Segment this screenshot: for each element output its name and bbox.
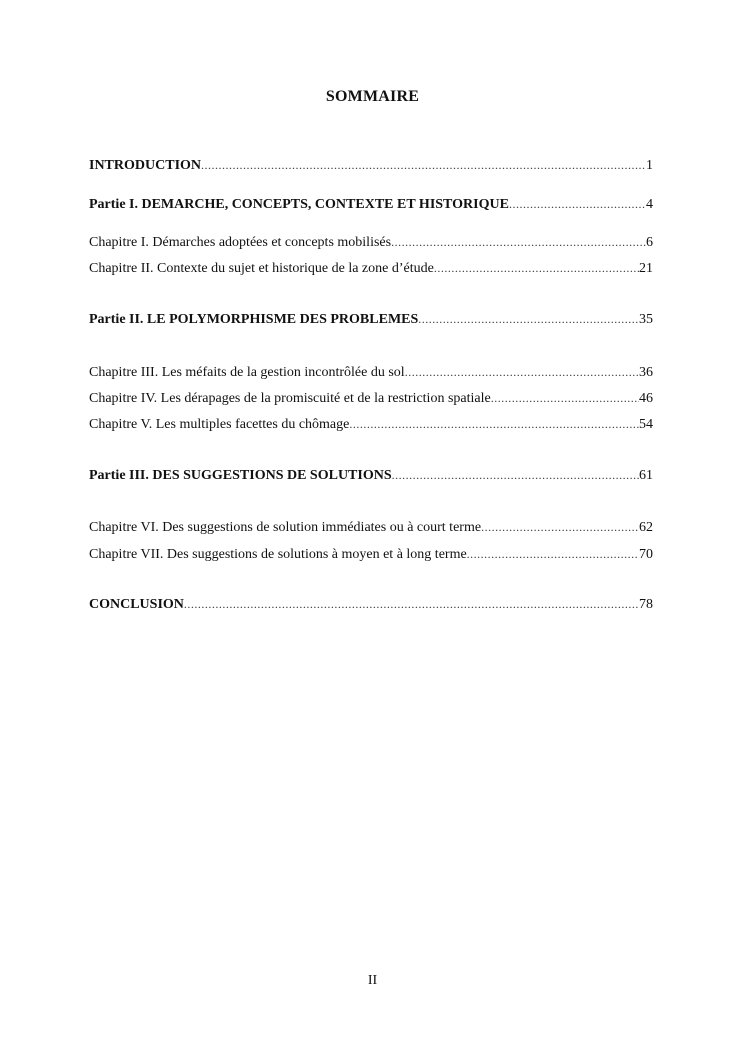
toc-entry-chapitre-6[interactable]: [89, 520, 653, 536]
toc-entry-page: 61: [639, 468, 653, 483]
toc-dot-leader: [509, 197, 646, 212]
toc-entry-label: Chapitre III. Les méfaits de la gestion incontrôlée du sol: [89, 365, 405, 380]
toc-entry-label: Partie I. DEMARCHE, CONCEPTS, CONTEXTE ET HISTORIQUE: [89, 197, 509, 212]
toc-entry-chapitre-7[interactable]: [89, 547, 653, 563]
toc-dot-leader: [491, 391, 639, 406]
toc-entry-label: Chapitre VI. Des suggestions de solution immédiates ou à court terme: [89, 520, 482, 535]
toc-entry-label: Chapitre V. Les multiples facettes du chômage: [89, 417, 350, 432]
toc-entry-page: 6: [646, 235, 653, 250]
toc-dot-leader: [405, 365, 639, 380]
toc-entry-chapitre-4[interactable]: [89, 391, 653, 407]
toc-dot-leader: [434, 261, 639, 276]
toc-entry-label: Chapitre IV. Les dérapages de la promiscuité et de la restriction spatiale: [89, 391, 491, 406]
toc-dot-leader: [349, 417, 639, 432]
toc-entry-chapitre-3[interactable]: [89, 365, 653, 381]
toc-entry-page: 21: [639, 261, 653, 276]
toc-dot-leader: [392, 468, 639, 483]
toc-dot-leader: [201, 158, 646, 173]
toc-entry-label: INTRODUCTION: [89, 158, 202, 173]
toc-entry-partie-3[interactable]: [89, 468, 653, 484]
toc-entry-label: Partie III. DES SUGGESTIONS DE SOLUTIONS: [89, 468, 392, 483]
toc-entry-label: Chapitre VII. Des suggestions de solutions à moyen et à long terme: [89, 547, 467, 562]
toc-entry-introduction[interactable]: [89, 158, 653, 174]
toc-entry-label: Chapitre I. Démarches adoptées et concepts mobilisés: [89, 235, 392, 250]
page-number: II: [367, 973, 378, 988]
toc-entry-page: 1: [646, 158, 653, 173]
toc-entry-page: 36: [639, 365, 653, 380]
toc-entry-page: 35: [639, 312, 653, 327]
toc-dot-leader: [481, 520, 639, 535]
toc-entry-conclusion[interactable]: [89, 597, 653, 613]
toc-entry-label: CONCLUSION: [89, 597, 184, 612]
toc-entry-label: Partie II. LE POLYMORPHISME DES PROBLEMES: [89, 312, 419, 327]
toc-dot-leader: [391, 235, 646, 250]
toc-entry-chapitre-5[interactable]: [89, 417, 653, 433]
toc-entry-page: 4: [646, 197, 653, 212]
toc-dot-leader: [184, 597, 639, 612]
toc-entry-partie-1[interactable]: [89, 197, 653, 213]
toc-dot-leader: [418, 312, 639, 327]
toc-entry-page: 62: [639, 520, 653, 535]
page-title: SOMMAIRE: [325, 88, 420, 105]
toc-entry-partie-2[interactable]: [89, 312, 653, 328]
toc-entry-page: 46: [639, 391, 653, 406]
toc-entry-page: 70: [639, 547, 653, 562]
toc-entry-label: Chapitre II. Contexte du sujet et historique de la zone d’étude: [89, 261, 434, 276]
toc-entry-chapitre-2[interactable]: [89, 261, 653, 277]
toc-entry-chapitre-1[interactable]: [89, 235, 653, 251]
toc-dot-leader: [467, 547, 639, 562]
toc-entry-page: 54: [639, 417, 653, 432]
toc-entry-page: 78: [639, 597, 653, 612]
